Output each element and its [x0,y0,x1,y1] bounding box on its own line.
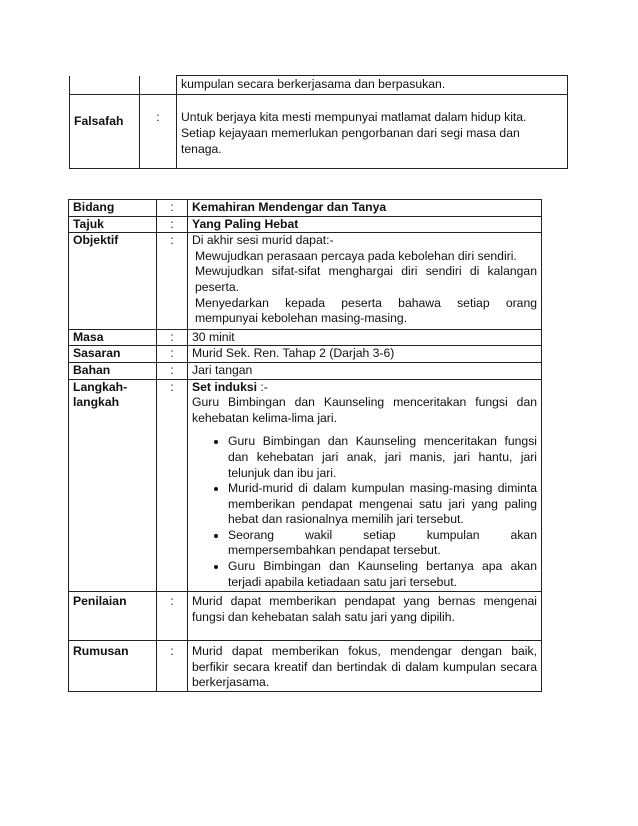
falsafah-label: Falsafah [70,95,140,169]
langkah-bullet-list [192,434,537,591]
masa-value: 30 minit [188,329,542,346]
colon: : [157,641,188,692]
list-item: • Guru Bimbingan dan Kaunseling bertanya apa akan terjadi apabila ketiadaan satu jari tersebut. [228,559,537,590]
activity-table [68,199,542,692]
colon: : [157,200,188,217]
objektif-item: Menyedarkan kepada peserta bahawa setiap orang mempunyai kebolehan masing-masing. [195,295,537,326]
colon: : [157,379,188,592]
falsafah-text [177,95,568,169]
masa-label: Masa [69,329,157,346]
penilaian-value: Murid dapat memberikan pendapat yang bernas mengenai fungsi dan kehebatan salah satu jari yang dipilih. [188,592,542,641]
colon: : [140,95,177,169]
colon: : [157,216,188,233]
masa-row [69,329,542,346]
bahan-value: Jari tangan [188,362,542,379]
set-induksi-title: Set induksi [192,379,258,394]
bidang-label: Bidang [69,200,157,217]
bahan-row [69,362,542,379]
list-item: • Seorang wakil setiap kumpulan akan mempersembahkan pendapat tersebut. [228,528,537,559]
rumusan-row [69,641,542,692]
objektif-label: Objektif [69,233,157,330]
penilaian-label: Penilaian [69,592,157,641]
objektif-item: Mewujudkan perasaan percaya pada kebolehan diri sendiri. [195,248,517,263]
objektif-item: Mewujudkan sifat-sifat menghargai diri sendiri di kalangan peserta. [195,264,537,294]
langkah-label-line: langkah [73,395,120,410]
rumusan-label: Rumusan [69,641,157,692]
falsafah-line: tenaga. [181,142,222,156]
rumusan-value: Murid dapat memberikan fokus, mendengar dengan baik, berfikir secara kreatif dan bertindak di dalam kumpulan secara berkerjasama. [188,641,542,692]
objektif-row [69,233,542,330]
tajuk-label: Tajuk [69,216,157,233]
colon: : [157,233,188,330]
bidang-row [69,200,542,217]
colon: : [157,346,188,363]
set-induksi-suffix: :- [257,379,268,394]
sasaran-row [69,346,542,363]
langkah-intro: Guru Bimbingan dan Kaunseling menceritakan fungsi dan kehebatan kelima-lima jari. [192,395,537,425]
empty-cell [140,76,177,95]
objektif-value [188,233,542,330]
sasaran-label: Sasaran [69,346,157,363]
penilaian-row [69,592,542,641]
langkah-row [69,379,542,592]
colon: : [157,329,188,346]
list-item: • Murid-murid di dalam kumpulan masing-masing diminta memberikan pendapat mengenai satu jari yang paling hebat dan rasionalnya memilih jari tersebut. [228,481,537,528]
langkah-label [69,379,157,592]
colon: : [157,592,188,641]
empty-cell [70,76,140,95]
list-item: • Guru Bimbingan dan Kaunseling menceritakan fungsi dan kehebatan jari anak, jari manis, jari hantu, jari telunjuk dan ibu jari. [228,434,537,481]
bidang-value: Kemahiran Mendengar dan Tanya [188,200,542,217]
falsafah-line: Untuk berjaya kita mesti mempunyai matlamat dalam hidup kita. [181,110,527,124]
falsafah-table [69,75,568,169]
bahan-label: Bahan [69,362,157,379]
colon: : [157,362,188,379]
set-induksi-heading [192,380,537,396]
langkah-label-line: Langkah- [73,379,128,394]
tajuk-value: Yang Paling Hebat [188,216,542,233]
falsafah-line: Setiap kejayaan memerlukan pengorbanan dari segi masa dan [181,126,520,140]
sasaran-value: Murid Sek. Ren. Tahap 2 (Darjah 3-6) [188,346,542,363]
tajuk-row [69,216,542,233]
continued-text: kumpulan secara berkerjasama dan berpasukan. [177,76,568,95]
objektif-intro: Di akhir sesi murid dapat:- [192,233,334,248]
langkah-value [188,379,542,592]
